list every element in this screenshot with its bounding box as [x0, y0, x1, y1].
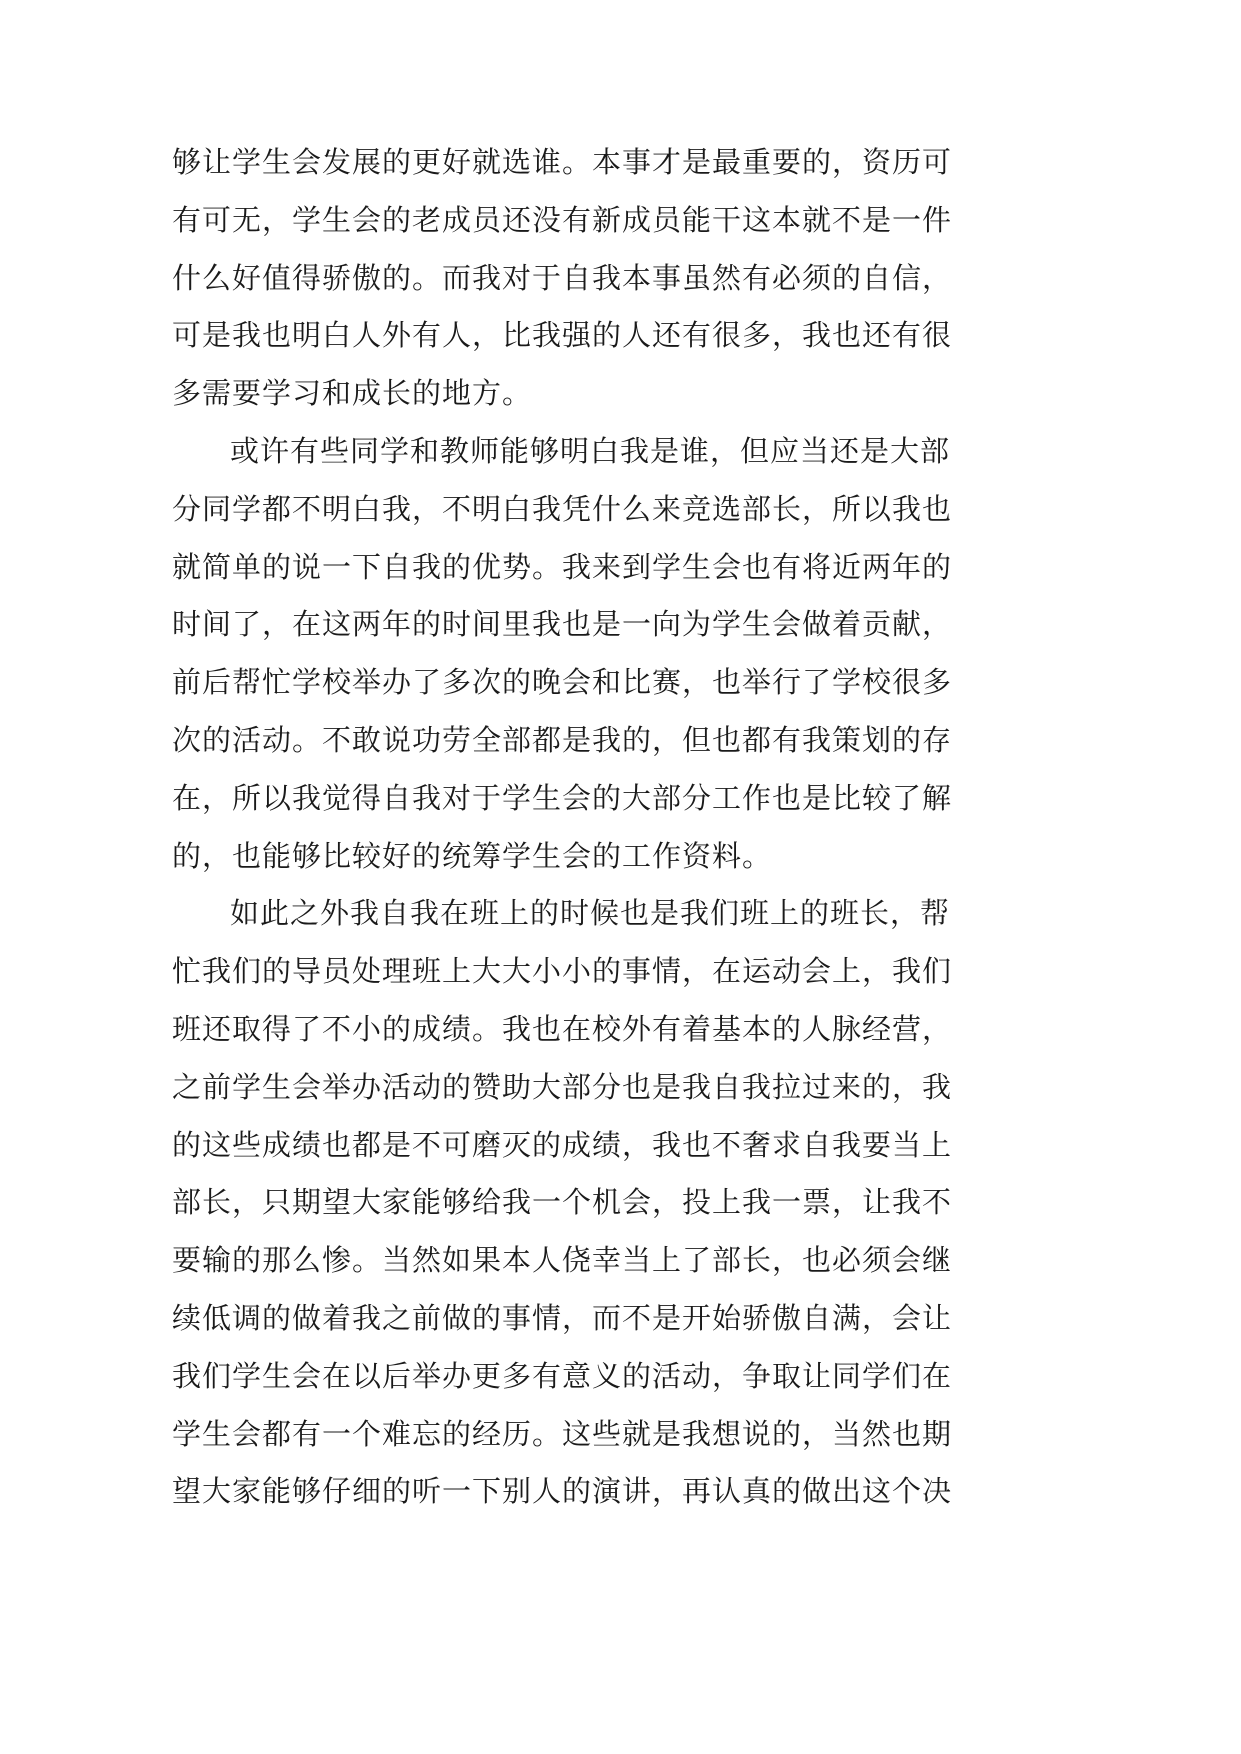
text-line: 望大家能够仔细的听一下别人的演讲，再认真的做出这个决 — [172, 1474, 953, 1509]
text-line: 的这些成绩也都是不可磨灭的成绩，我也不奢求自我要当上 — [172, 1127, 953, 1162]
text-line: 时间了，在这两年的时间里我也是一向为学生会做着贡献， — [172, 607, 953, 642]
text-line: 我们学生会在以后举办更多有意义的活动，争取让同学们在 — [172, 1358, 953, 1393]
text-line: 多需要学习和成长的地方。 — [172, 376, 533, 411]
text-line: 就简单的说一下自我的优势。我来到学生会也有将近两年的 — [172, 549, 953, 584]
text-line: 之前学生会举办活动的赞助大部分也是我自我拉过来的，我 — [172, 1069, 953, 1104]
text-line: 次的活动。不敢说功劳全部都是我的，但也都有我策划的存 — [172, 722, 953, 757]
text-line: 前后帮忙学校举办了多次的晚会和比赛，也举行了学校很多 — [172, 665, 953, 700]
text-line: 忙我们的导员处理班上大大小小的事情，在运动会上，我们 — [172, 954, 953, 989]
text-line: 部长，只期望大家能够给我一个机会，投上我一票，让我不 — [172, 1185, 953, 1220]
text-line: 什么好值得骄傲的。而我对于自我本事虽然有必须的自信， — [172, 260, 953, 295]
text-line: 可是我也明白人外有人，比我强的人还有很多，我也还有很 — [172, 318, 953, 353]
text-line: 在，所以我觉得自我对于学生会的大部分工作也是比较了解 — [172, 780, 953, 815]
text-line: 或许有些同学和教师能够明白我是谁，但应当还是大部 — [230, 433, 951, 468]
text-line: 的，也能够比较好的统筹学生会的工作资料。 — [172, 838, 773, 873]
text-line: 班还取得了不小的成绩。我也在校外有着基本的人脉经营， — [172, 1011, 953, 1046]
body-text — [172, 134, 952, 1521]
text-line: 续低调的做着我之前做的事情，而不是开始骄傲自满，会让 — [172, 1300, 953, 1335]
text-line: 学生会都有一个难忘的经历。这些就是我想说的，当然也期 — [172, 1416, 953, 1451]
text-line: 要输的那么惨。当然如果本人侥幸当上了部长，也必须会继 — [172, 1243, 953, 1278]
text-line: 分同学都不明白我，不明白我凭什么来竞选部长，所以我也 — [172, 491, 953, 526]
text-line: 够让学生会发展的更好就选谁。本事才是最重要的，资历可 — [172, 145, 953, 179]
text-line: 有可无，学生会的老成员还没有新成员能干这本就不是一件 — [172, 202, 953, 237]
text-line: 如此之外我自我在班上的时候也是我们班上的班长，帮 — [230, 896, 951, 931]
